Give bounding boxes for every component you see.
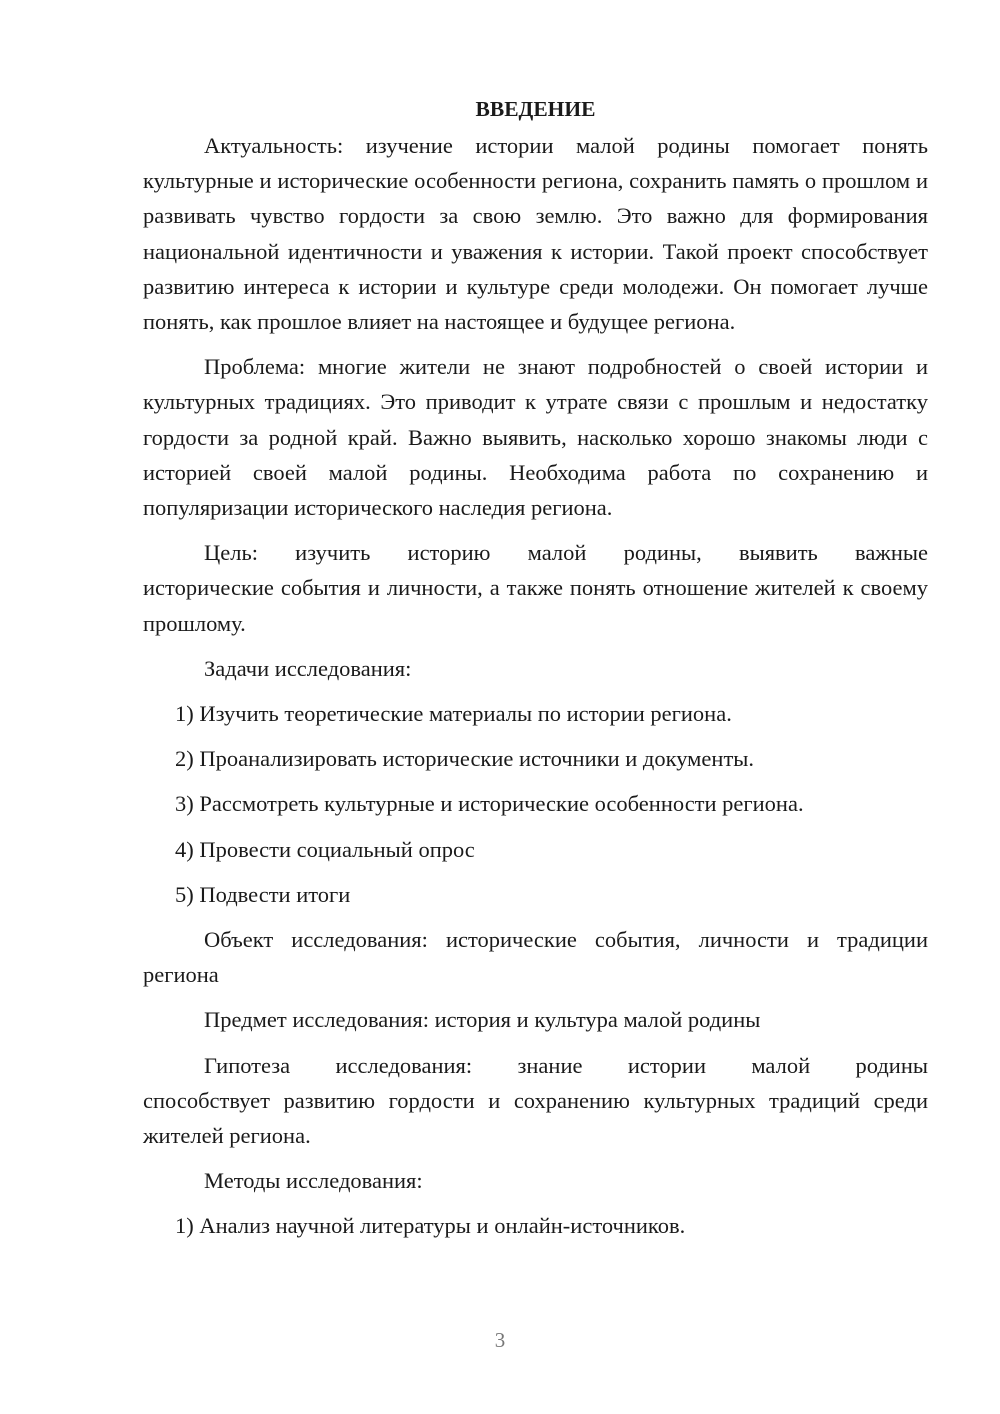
goal-paragraph-first-line: Цель: изучить историю малой родины, выявить важные bbox=[204, 540, 928, 566]
task-item: 1) Изучить теоретические материалы по истории региона. bbox=[175, 701, 732, 727]
document-page bbox=[143, 92, 928, 1254]
page-number: 3 bbox=[494, 1328, 506, 1352]
goal-paragraph-continuation: исторические события и личности, а также понять отношение жителей к своему прошлому. bbox=[143, 575, 928, 636]
object-paragraph: Объект исследования: исторические события, личности и традиции региона bbox=[143, 927, 928, 988]
task-item: 3) Рассмотреть культурные и исторические особенности региона. bbox=[175, 791, 804, 817]
task-item: 4) Провести социальный опрос bbox=[175, 836, 475, 862]
task-item: 2) Проанализировать исторические источники и документы. bbox=[175, 746, 755, 772]
hypothesis-paragraph-continuation: способствует развитию гордости и сохранению культурных традиций среди жителей региона. bbox=[143, 1087, 928, 1149]
section-heading: ВВЕДЕНИЕ bbox=[475, 97, 596, 121]
methods-heading: Методы исследования: bbox=[204, 1168, 423, 1194]
subject-paragraph: Предмет исследования: история и культура малой родины bbox=[204, 1007, 761, 1033]
tasks-heading: Задачи исследования: bbox=[204, 655, 412, 681]
task-item: 5) Подвести итоги bbox=[175, 881, 351, 907]
hypothesis-paragraph-first-line: Гипотеза исследования: знание истории малой родины bbox=[204, 1052, 928, 1078]
method-item: 1) Анализ научной литературы и онлайн-источников. bbox=[175, 1213, 686, 1239]
relevance-paragraph: Актуальность: изучение истории малой родины помогает понять культурные и исторические особенности региона, сохранить память о прошлом и развивать чувство гордости за свою землю. Это важно для формирования национальной идентичности и уважения к истории. Такой проект способствует развитию интереса к истории и культуре среди молодежи. Он помогает лучше понять, как прошлое влияет на настоящее и будущее региона. bbox=[143, 133, 928, 335]
problem-paragraph: Проблема: многие жители не знают подробностей о своей истории и культурных традициях. Это приводит к утрате связи с прошлым и недостатку гордости за родной край. Важно выявить, насколько хорошо знакомы люди с историей своей малой родины. Необходима работа по сохранению и популяризации исторического наследия региона. bbox=[143, 354, 928, 521]
